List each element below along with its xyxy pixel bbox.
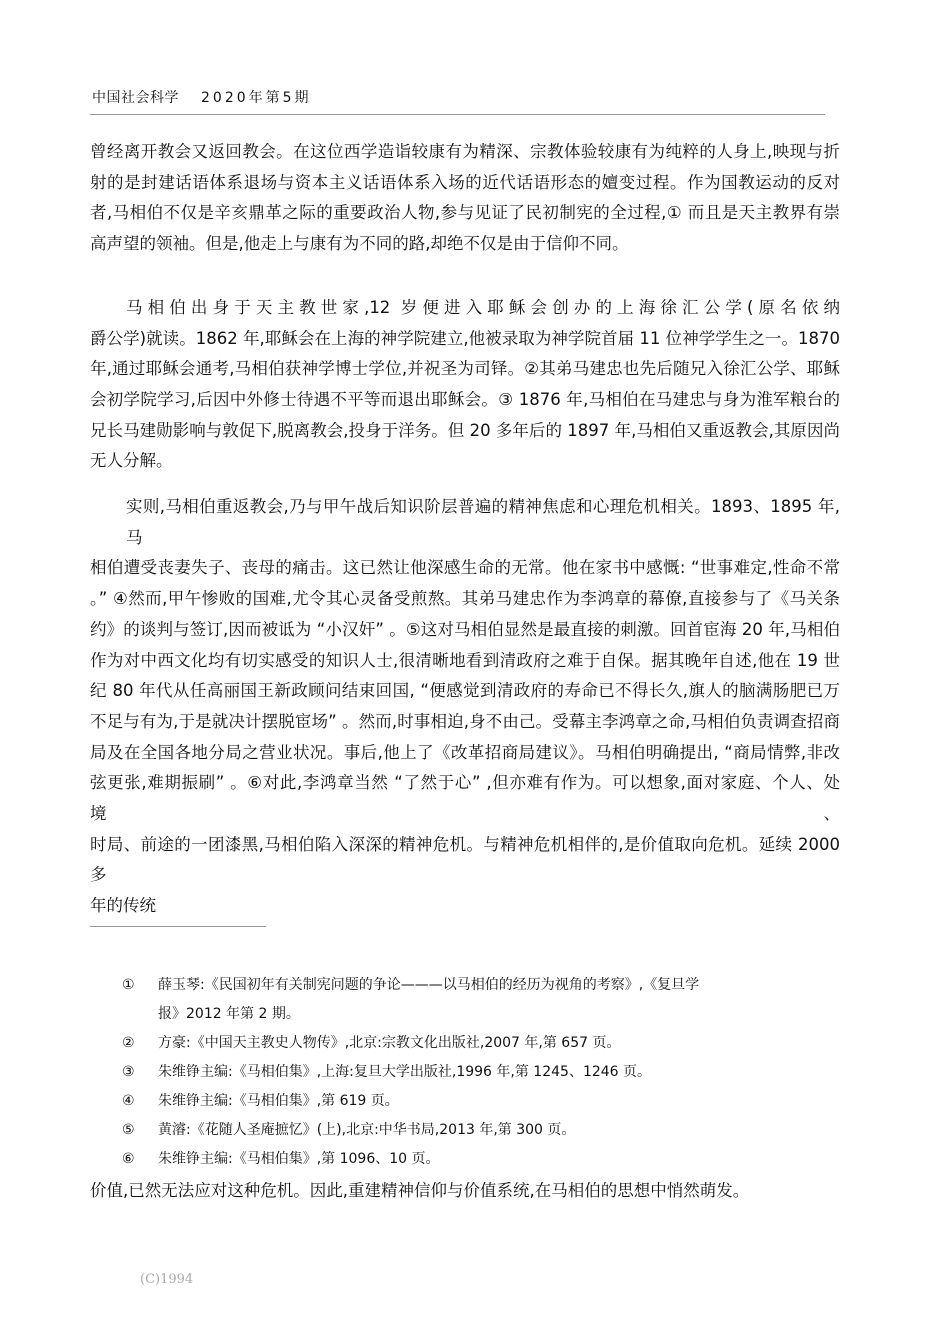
body-line: 相伯遭受丧妻失子、丧母的痛击。这已然让他深感生命的无常。他在家书中感慨: “世事难定,性命不常 [90,558,840,578]
body-line: 爵公学)就读。1862 年,耶稣会在上海的神学院建立,他被录取为神学院首届 11 位神学学生之一。1870 [90,328,840,348]
body-line: 纪 80 年代从任高丽国王新政顾问结束回国, “便感觉到清政府的寿命已不得长久,旗人的脑满肠肥已万 [90,681,840,701]
footnote-number: ② [122,1034,135,1051]
body-line: 曾经离开教会又返回教会。在这位西学造诣较康有为精深、宗教体验较康有为纯粹的人身上,映现与折 [90,142,840,161]
running-header [90,88,850,108]
body-line: 弦更张,难期振刷” 。⑥对此,李鸿章当然 “了然于心” ,但亦难有作为。可以想象,面对家庭、个人、处境、 [90,773,840,824]
footnote [90,971,822,1000]
closing-line: 价值,已然无法应对这种危机。因此,重建精神信仰与价值系统,在马相伯的思想中悄然萌发。 [90,1180,750,1200]
footnote-text: 薛玉琴:《民国初年有关制宪问题的争论———以马相伯的经历为视角的考察》,《复旦学 [158,976,700,993]
footnote-number: ⑥ [122,1150,135,1167]
body-line: 不足与有为,于是就决计摆脱宦场” 。然而,时事相迫,身不由己。受幕主李鸿章之命,马相伯负责调查招商 [90,711,840,731]
footnote-text: 黄濬:《花随人圣庵摭忆》(上),北京:中华书局,2013 年,第 300 页。 [158,1121,576,1138]
body-text [90,137,850,922]
body-line: 年,通过耶稣会通考,马相伯获神学博士学位,并祝圣为司铎。②其弟马建忠也先后随兄入徐汇公学、耶稣 [90,359,840,379]
footnote [90,1058,822,1087]
footnote [90,1087,822,1116]
footnote-number: ④ [122,1092,135,1109]
body-line: 兄长马建勋影响与敦促下,脱离教会,投身于洋务。但 20 多年后的 1897 年,马相伯又重返教会,其原因尚 [90,420,840,440]
body-line: 无人分解。 [90,451,173,471]
footnotes [90,971,850,1174]
copyright-notice: (C)1994 [140,1271,194,1287]
body-line: 马相伯出身于天主教世家,12 岁便进入耶稣会创办的上海徐汇公学(原名依纳 [126,297,840,317]
footnote-text: 方豪:《中国天主教史人物传》,北京:宗教文化出版社,2007 年,第 657 页。 [158,1034,621,1051]
body-line: 会初学院学习,后因中外修士待遇不平等而退出耶稣会。③ 1876 年,马相伯在马建忠与身为淮军粮台的 [90,389,840,409]
header-rule [90,114,825,115]
journal-name: 中国社会科学 [92,90,179,106]
footnote-rule [90,926,266,927]
body-line: 约》的谈判与签订,因而被诋为 “小汉奸” 。⑤这对马相伯显然是最直接的刺激。回首宦海 20 年,马相伯 [90,619,840,639]
footnote-text: 朱维铮主编:《马相伯集》,上海:复旦大学出版社,1996 年,第 1245、1246 页。 [158,1063,652,1080]
body-line: 实则,马相伯重返教会,乃与甲午战后知识阶层普遍的精神焦虑和心理危机相关。1893、1895 年,马 [126,497,840,547]
body-line: 者,马相伯不仅是辛亥鼎革之际的重要政治人物,参与见证了民初制宪的全过程,① 而且是天主教界有崇 [90,203,840,223]
issue-number: 2020年第5期 [201,90,312,106]
footnote-text: 朱维铮主编:《马相伯集》,第 619 页。 [158,1092,399,1109]
footnote-number: ⑤ [122,1121,135,1138]
body-line: 高声望的领袖。但是,他走上与康有为不同的路,却绝不仅是由于信仰不同。 [90,234,629,254]
body-line: 。” ④然而,甲午惨败的国难,尤令其心灵备受煎熬。其弟马建忠作为李鸿章的幕僚,直接参与了《马关条 [90,589,840,609]
footnote-number: ① [122,976,135,993]
body-line: 作为对中西文化均有切实感受的知识人士,很清晰地看到清政府之难于自保。据其晚年自述,他在 19 世 [90,650,840,670]
body-line: 局及在全国各地分局之营业状况。事后,他上了《改革招商局建议》。马相伯明确提出, “商局情弊,非改 [90,742,840,762]
footnote-text: 朱维铮主编:《马相伯集》,第 1096、10 页。 [158,1150,440,1167]
body-line: 射的是封建话语体系退场与资本主义话语体系入场的近代话语形态的嬗变过程。作为国教运动的反对 [90,172,840,192]
footnote [90,1116,822,1145]
body-line: 时局、前途的一团漆黑,马相伯陷入深深的精神危机。与精神危机相伴的,是价值取向危机。延续 2000 多 [90,834,840,885]
body-line: 年的传统 [90,896,156,916]
footnote [90,1145,822,1174]
footnote-number: ③ [122,1063,135,1080]
footnote-continuation: 报》2012 年第 2 期。 [158,1005,300,1022]
footnote [90,1029,822,1058]
